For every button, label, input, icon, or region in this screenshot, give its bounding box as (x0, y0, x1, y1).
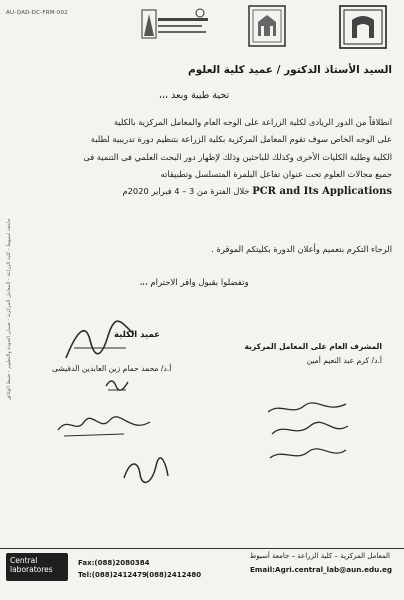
badge-line: laboratores (10, 565, 53, 574)
addressee: السيد الأستاذ الدكتور / عميد كلية العلوم (188, 64, 392, 76)
badge-line: Central (10, 556, 38, 565)
letter-body (20, 114, 392, 200)
handwritten-date (102, 372, 132, 394)
supervisor-annotation (262, 398, 352, 470)
supervisor-title: المشرف العام على المعامل المركزية (244, 342, 382, 351)
university-seal-icon (246, 4, 288, 48)
body-line: الكلية وطلبة الكليات الأخرى وكذلك للباحثين وذلك لإظهار دور البحث العلمي فى التنمية فى (83, 151, 392, 162)
footer-divider (0, 548, 404, 549)
course-title-en: PCR and Its Applications (252, 186, 392, 198)
central-labs-logo (140, 6, 212, 44)
body-line: انطلاقاً من الدور الريادى لكلية الزراعة على الوجه العام والمعامل المركزية بالكلية (113, 117, 392, 127)
handwritten-note (54, 410, 154, 440)
footer-fax: Fax:(088)2080384 (78, 559, 150, 567)
handwritten-signature (120, 456, 172, 486)
footer-email: Email:Agri.central_lab@aun.edu.eg (250, 565, 392, 574)
side-margin-text: جامعة أسيوط - كلية الزراعة - المعامل المركزية - ضمان الجودة والتطوير - ضبط الوثائق (6, 218, 12, 400)
closing: وتفضلوا بقبول وافر الاحترام ،،، (139, 278, 249, 288)
supervisor-name: أ.د/ كرم عبد النعيم أمين (306, 356, 382, 365)
footer-address: المعامل المركزية – كلية الزراعة – جامعة أسيوط (249, 552, 390, 560)
body-line: جميع مجالات العلوم تحت عنوان تفاعل البلمرة المتسلسل وتطبيقاته (160, 168, 392, 179)
course-title-line (20, 183, 392, 200)
body-line: على الوجه الخاص سوف تقوم المعامل المركزية بكلية الزراعة بتنظيم دورة تدريبية لطلبة (90, 134, 392, 145)
dean-title: عميد الكلية (114, 330, 160, 340)
footer-tel: Tel:(088)2412479 (78, 571, 147, 579)
central-labs-badge (6, 553, 68, 581)
request-line: الرجاء التكرم بتعميم وأعلان الدورة بكليتكم الموقرة . (211, 244, 392, 254)
dean-name: أ.د/ محمد حمام زين العابدين الدقيشى (52, 364, 172, 373)
form-code: AU-QAD-DC-FRM-002 (6, 10, 68, 16)
faculty-logo-icon (338, 4, 388, 50)
course-date: خلال الفترة من 3 – 4 فبراير 2020م (122, 186, 250, 197)
dean-signature (60, 318, 140, 366)
greeting: تحية طيبة وبعد ،،، (158, 90, 230, 101)
footer-tel-2: (088)2412480 (146, 571, 202, 579)
